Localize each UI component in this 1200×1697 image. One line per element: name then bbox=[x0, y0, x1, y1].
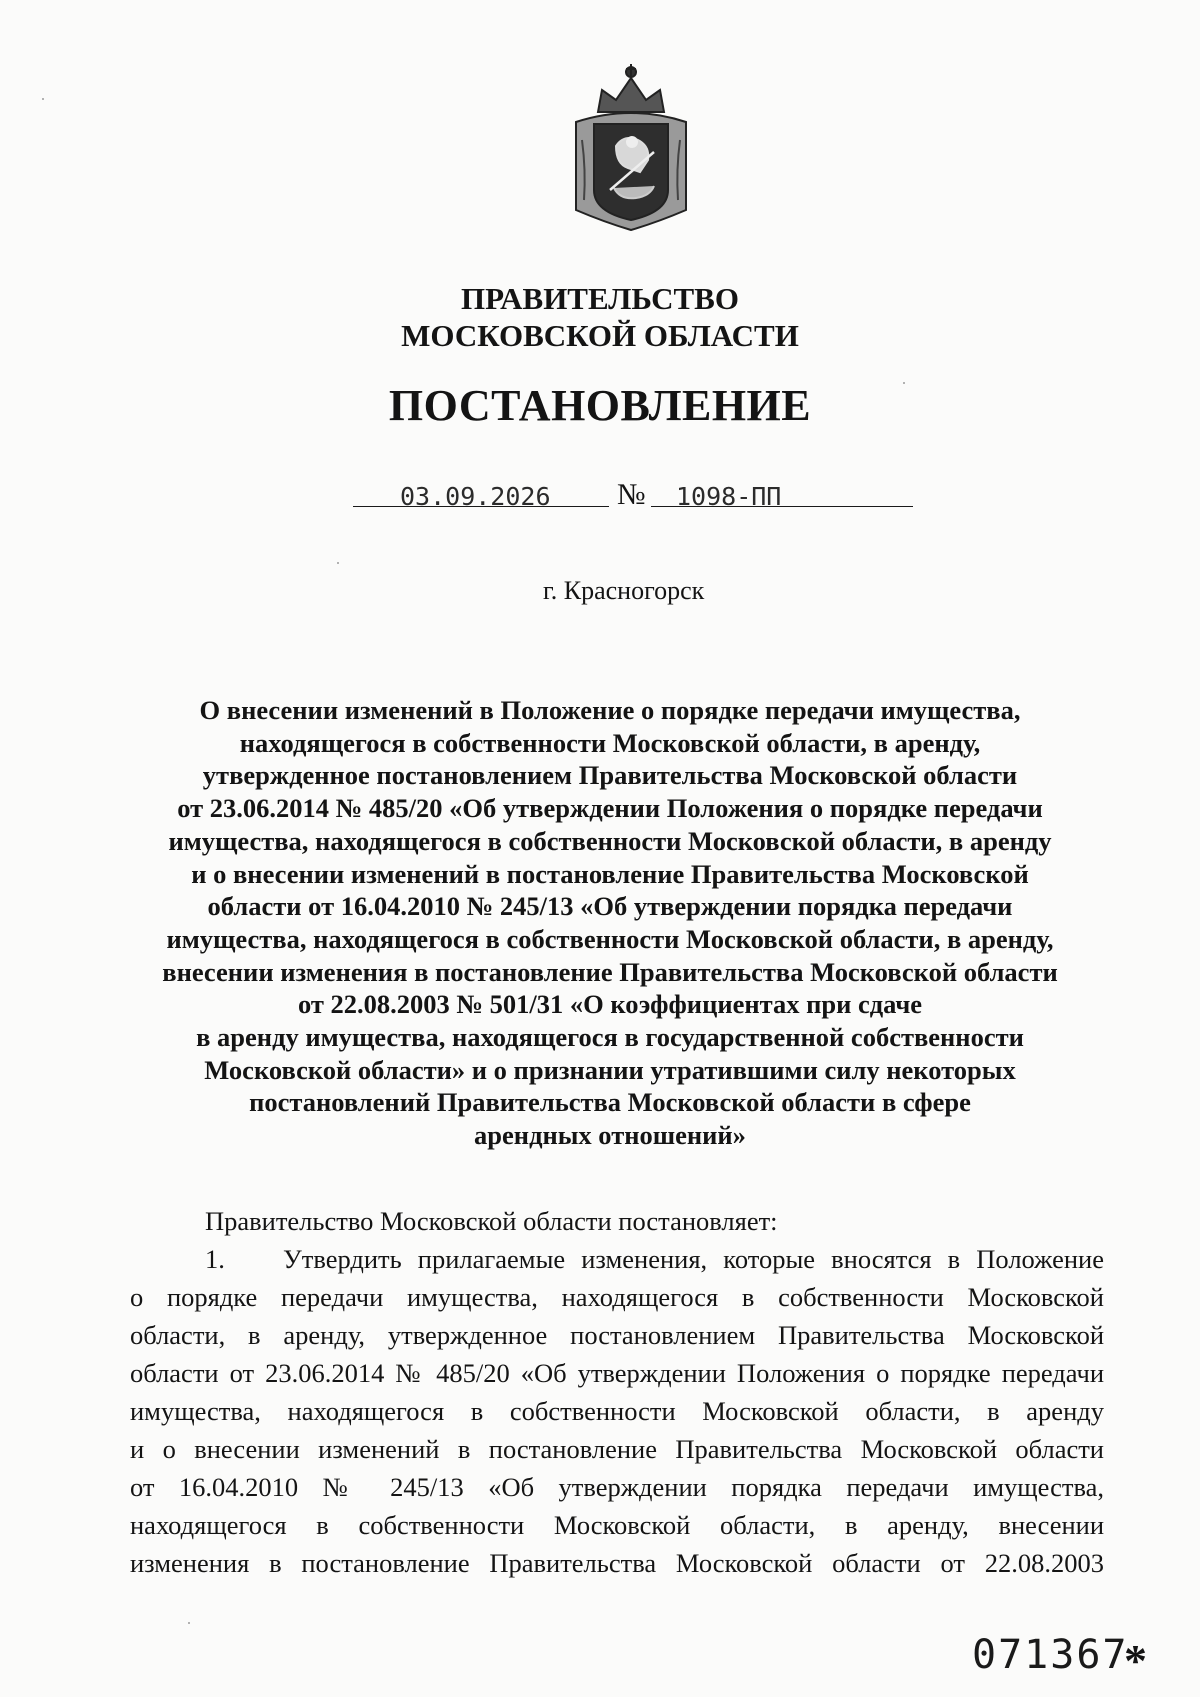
body-line: и о внесении изменений в постановление Правительства Московской области bbox=[130, 1434, 1104, 1464]
title-line: в аренду имущества, находящегося в государственной собственности bbox=[196, 1022, 1024, 1053]
body-line: области от 23.06.2014 № 485/20 «Об утверждении Положения о порядке передачи bbox=[130, 1358, 1104, 1388]
serial-star-mark: * bbox=[1124, 1635, 1147, 1686]
title-line: утвержденное постановлением Правительства Московской области bbox=[202, 760, 1018, 791]
enacting-clause: Правительство Московской области постановляет: bbox=[205, 1206, 778, 1236]
title-line: О внесении изменений в Положение о порядке передачи имущества, bbox=[199, 695, 1021, 725]
number-sign: № bbox=[617, 478, 646, 511]
body-line: изменения в постановление Правительства Московской области от 22.08.2003 bbox=[130, 1548, 1104, 1578]
title-line: от 22.08.2003 № 501/31 «О коэффициентах при сдаче bbox=[297, 989, 923, 1020]
body-line-text: Утвердить прилагаемые изменения, которые вносятся в Положение bbox=[283, 1244, 1104, 1274]
scan-speck bbox=[903, 382, 905, 384]
body-line-first bbox=[130, 1240, 1104, 1278]
authority-name-line1: ПРАВИТЕЛЬСТВО bbox=[461, 281, 739, 316]
body-line: имущества, находящегося в собственности Московской области, в аренду bbox=[130, 1396, 1104, 1426]
title-line: имущества, находящегося в собственности Московской области, в аренду bbox=[168, 825, 1052, 856]
title-line: Московской области» и о признании утратившими силу некоторых bbox=[204, 1054, 1016, 1085]
body-line: от 16.04.2010 № 245/13 «Об утверждении порядка передачи имущества, bbox=[130, 1472, 1104, 1502]
title-line: имущества, находящегося в собственности Московской области, в аренду, bbox=[166, 923, 1054, 954]
document-number: 1098-ПП bbox=[676, 482, 782, 511]
item-1-paragraph bbox=[130, 1240, 1104, 1582]
body-line: находящегося в собственности Московской области, в аренду, внесении bbox=[130, 1510, 1104, 1540]
title-line: постановлений Правительства Московской области в сфере bbox=[249, 1087, 971, 1118]
scan-speck bbox=[337, 562, 339, 564]
item-number: 1. bbox=[205, 1244, 225, 1274]
title-line: находящегося в собственности Московской области, в аренду, bbox=[239, 727, 981, 758]
title-line: области от 16.04.2010 № 245/13 «Об утверждении порядка передачи bbox=[207, 891, 1013, 922]
body-line: области, в аренду, утвержденное постановлением Правительства Московской bbox=[130, 1320, 1104, 1350]
scan-speck bbox=[188, 1622, 190, 1624]
serial-number: 071367 bbox=[972, 1632, 1129, 1678]
title-line: и о внесении изменений в постановление Правительства Московской bbox=[191, 858, 1029, 889]
document-title bbox=[140, 694, 1080, 1152]
title-line: арендных отношений» bbox=[474, 1120, 746, 1151]
authority-name-line2: МОСКОВСКОЙ ОБЛАСТИ bbox=[401, 318, 799, 353]
title-line: от 23.06.2014 № 485/20 «Об утверждении Положения о порядке передачи bbox=[177, 793, 1043, 824]
city-of-issue: г. Красногорск bbox=[543, 576, 705, 605]
scan-speck bbox=[42, 98, 44, 100]
document-date: 03.09.2026 bbox=[400, 482, 551, 511]
coat-of-arms-icon bbox=[558, 60, 704, 236]
body-line: о порядке передачи имущества, находящегося в собственности Московской bbox=[130, 1282, 1104, 1312]
title-line: внесении изменения в постановление Правительства Московской области bbox=[162, 956, 1058, 987]
document-type-heading: ПОСТАНОВЛЕНИЕ bbox=[388, 381, 812, 430]
